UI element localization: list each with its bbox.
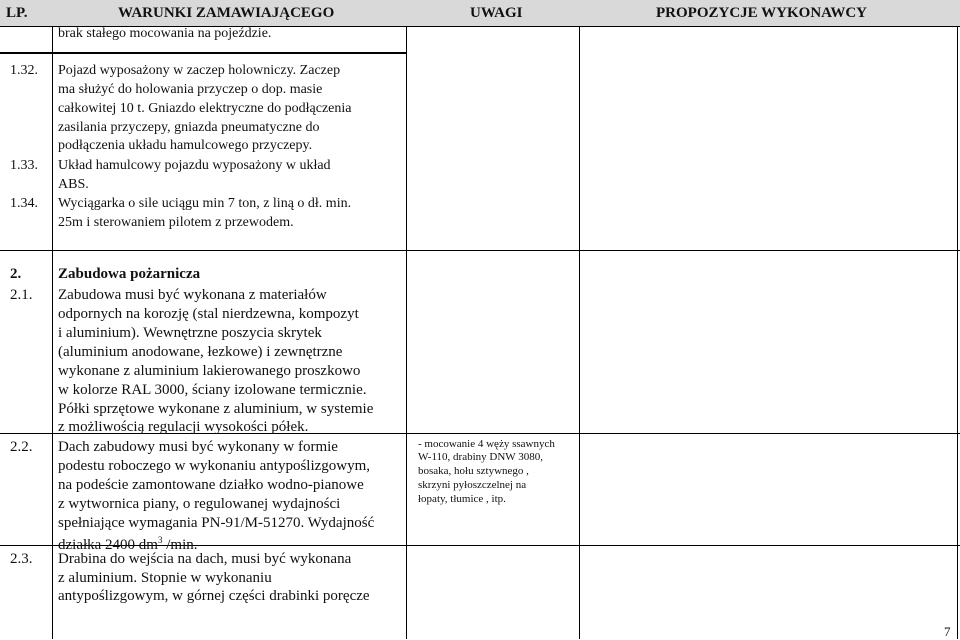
item-2-2-line-6-pre: działka 2400 dm bbox=[58, 537, 158, 553]
item-2-1-line-1: Zabudowa musi być wykonana z materiałów bbox=[58, 287, 327, 303]
column-divider-uwagi bbox=[579, 26, 580, 639]
section-2-title: Zabudowa pożarnicza bbox=[58, 266, 201, 282]
item-2-2-line-1: Dach zabudowy musi być wykonany w formie bbox=[58, 439, 338, 455]
proposal-line-2: W-110, drabiny DNW 3080, bbox=[418, 451, 543, 463]
item-1-34-line-2: 25m i sterowaniem pilotem z przewodem. bbox=[58, 215, 294, 230]
item-2-2-line-6-sup: 3 bbox=[157, 535, 163, 545]
item-2-2-number: 2.2. bbox=[10, 439, 33, 455]
item-2-3-line-3: antypoślizgowym, w górnej części drabinki poręcze bbox=[58, 588, 370, 604]
column-divider-lp bbox=[52, 26, 53, 639]
header-warunki: WARUNKI ZAMAWIAJĄCEGO bbox=[118, 5, 335, 21]
item-2-2-line-5: spełniające wymagania PN-91/M-51270. Wydajność bbox=[58, 515, 375, 531]
item-1-32-line-5: podłączenia układu hamulcowego przyczepy. bbox=[58, 138, 313, 153]
section-2-number: 2. bbox=[10, 266, 22, 282]
header-lp: LP. bbox=[6, 5, 28, 21]
item-2-1-number: 2.1. bbox=[10, 287, 33, 303]
column-divider-warunki bbox=[406, 26, 407, 639]
item-1-32-line-3: całkowitej 10 t. Gniazdo elektryczne do podłączenia bbox=[58, 101, 352, 116]
item-1-32-line-1: Pojazd wyposażony w zaczep holowniczy. Zaczep bbox=[58, 63, 341, 78]
proposal-line-5: łopaty, tłumice , itp. bbox=[418, 493, 506, 505]
item-1-32-line-4: zasilania przyczepy, gniazda pneumatyczne do bbox=[58, 120, 320, 135]
carryover-text: brak stałego mocowania na pojeździe. bbox=[58, 26, 272, 41]
item-2-2-line-6-post: /min. bbox=[162, 537, 198, 553]
item-1-34-number: 1.34. bbox=[10, 196, 38, 211]
item-1-33-line-1: Układ hamulcowy pojazdu wyposażony w układ bbox=[58, 158, 331, 173]
item-1-32-number: 1.32. bbox=[10, 63, 38, 78]
item-2-1-line-5: wykonane z aluminium lakierowanego proszkowo bbox=[58, 363, 361, 379]
item-2-1-line-3: i aluminium). Wewnętrzne poszycia skrytek bbox=[58, 325, 322, 341]
header-propozycje: PROPOZYCJE WYKONAWCY bbox=[656, 5, 867, 21]
row-divider-top bbox=[0, 53, 406, 54]
column-divider-right bbox=[957, 26, 958, 639]
item-2-1-line-7: Półki sprzętowe wykonane z aluminium, w systemie bbox=[58, 401, 374, 417]
row-divider-top-2 bbox=[0, 52, 406, 53]
item-2-3-line-1: Drabina do wejścia na dach, musi być wykonana bbox=[58, 551, 352, 567]
proposal-line-4: skrzyni pyłoszczelnej na bbox=[418, 479, 527, 491]
proposal-line-3: bosaka, hołu sztywnego , bbox=[418, 465, 529, 477]
item-1-32-line-2: ma służyć do holowania przyczep o dop. masie bbox=[58, 82, 323, 97]
row-divider-section bbox=[0, 250, 960, 251]
item-2-3-line-2: z aluminium. Stopnie w wykonaniu bbox=[58, 570, 272, 586]
header-uwagi: UWAGI bbox=[470, 5, 523, 21]
item-2-1-line-8: z możliwością regulacji wysokości półek. bbox=[58, 419, 309, 435]
item-1-33-number: 1.33. bbox=[10, 158, 38, 173]
item-2-2-line-4: z wytwornica piany, o regulowanej wydajności bbox=[58, 496, 341, 512]
page-number: 7 bbox=[944, 624, 951, 639]
item-1-33-line-2: ABS. bbox=[58, 177, 89, 192]
item-2-1-line-2: odpornych na korozję (stal nierdzewna, kompozyt bbox=[58, 306, 359, 322]
item-2-1-line-6: w kolorze RAL 3000, ściany izolowane termicznie. bbox=[58, 382, 367, 398]
item-1-34-line-1: Wyciągarka o sile uciągu min 7 ton, z liną o dł. min. bbox=[58, 196, 352, 211]
item-2-2-line-2: podestu roboczego w wykonaniu antypoślizgowym, bbox=[58, 458, 371, 474]
item-2-3-number: 2.3. bbox=[10, 551, 33, 567]
table-header bbox=[0, 0, 960, 26]
item-2-1-line-4: (aluminium anodowane, łezkowe) i zewnętrzne bbox=[58, 344, 343, 360]
item-2-2-line-3: na podeście zamontowane działko wodno-pianowe bbox=[58, 477, 364, 493]
proposal-line-1: - mocowanie 4 węży ssawnych bbox=[418, 438, 555, 450]
